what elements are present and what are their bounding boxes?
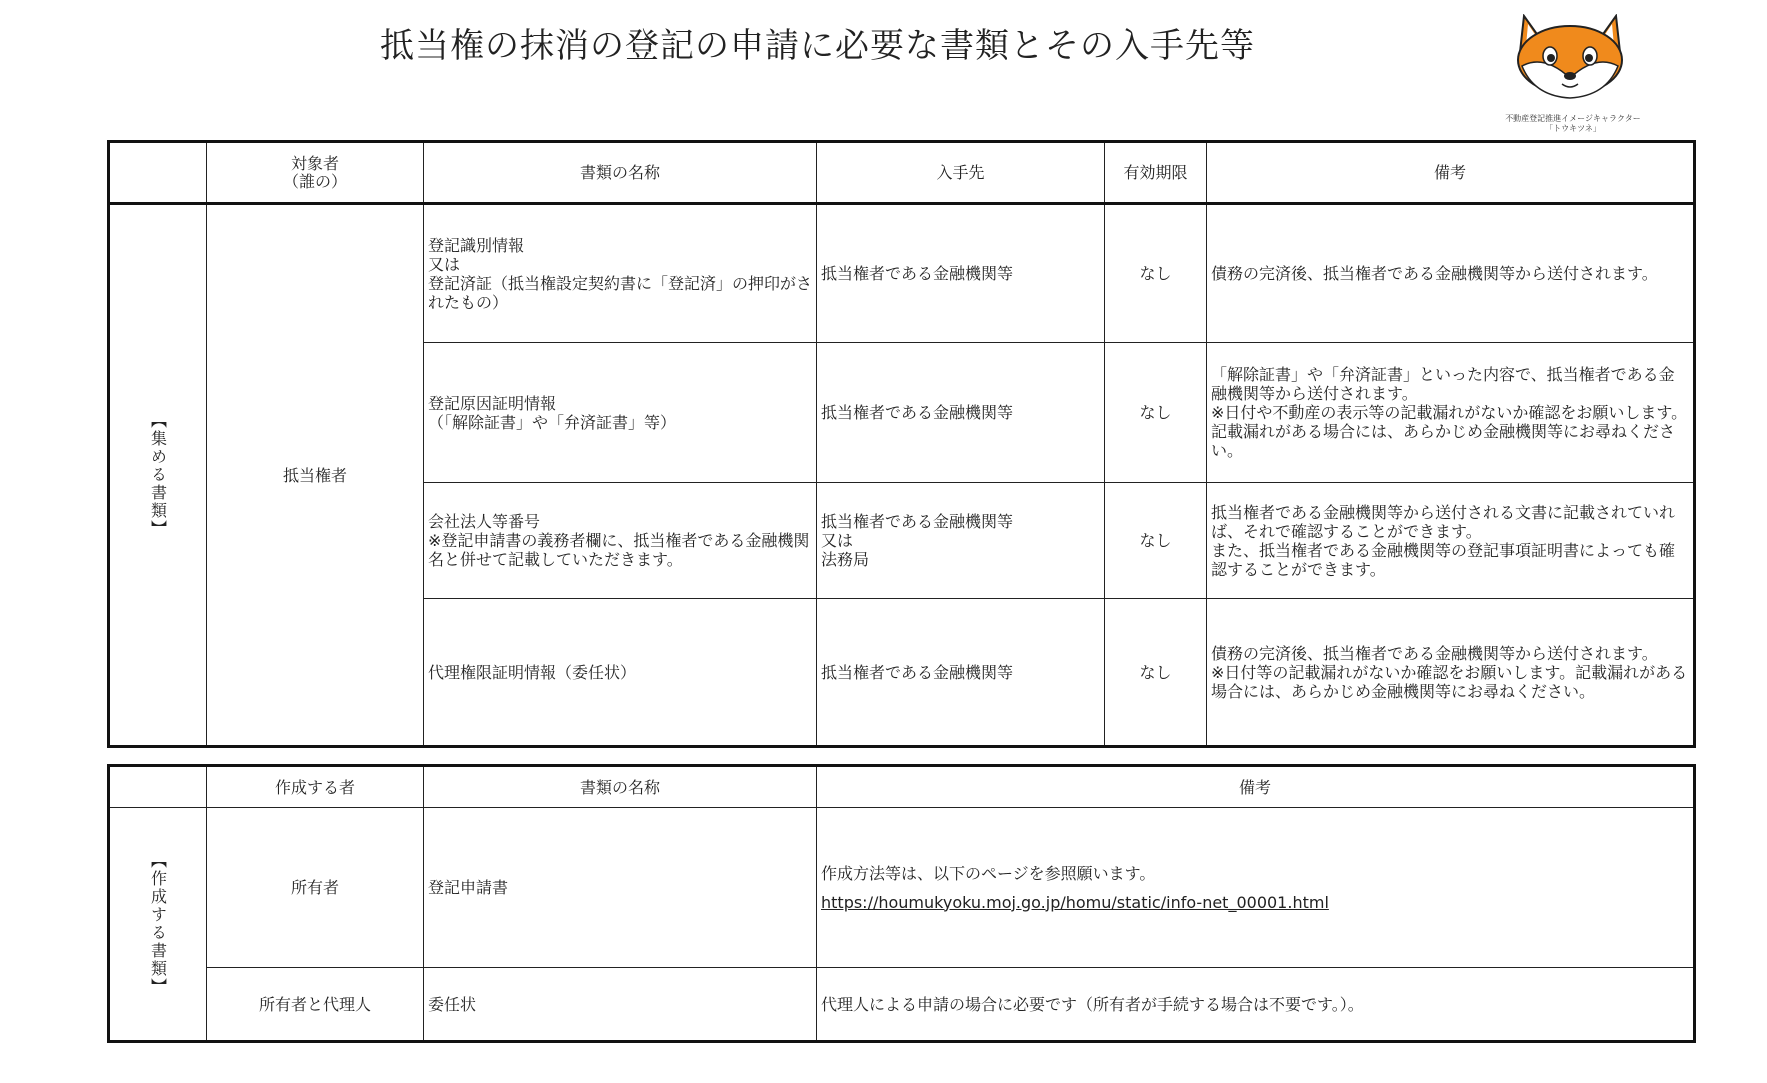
mascot-caption-line2: 「トウキツネ」 — [1545, 124, 1601, 133]
row2-1-notes-cell — [817, 808, 1695, 968]
section-label-create — [109, 808, 207, 1042]
header2-empty-cell — [109, 766, 207, 808]
header-target: 対象者 （誰の） — [207, 142, 424, 204]
header-notes: 備考 — [1207, 142, 1695, 204]
header2-doc-name: 書類の名称 — [424, 766, 817, 808]
row2-2-doc-name: 委任状 — [424, 968, 817, 1042]
row2-2-creator: 所有者と代理人 — [207, 968, 424, 1042]
row1-notes: 債務の完済後、抵当権者である金融機関等から送付されます。 — [1207, 204, 1695, 343]
row3-notes: 抵当権者である金融機関等から送付される文書に記載されていれば、それで確認することができます。 また、抵当権者である金融機関等の登記事項証明書によっても確認することができます。 — [1207, 483, 1695, 599]
page-title: 抵当権の抹消の登記の申請に必要な書類とその入手先等 — [380, 26, 1255, 66]
info-net-link[interactable]: https://houmukyoku.moj.go.jp/homu/static/info-net_00001.html — [821, 892, 1329, 912]
row3-source: 抵当権者である金融機関等 又は 法務局 — [817, 483, 1105, 599]
header2-creator: 作成する者 — [207, 766, 424, 808]
section-label-create-text: 【作成する書類】 — [148, 852, 168, 996]
row2-1-notes: 作成方法等は、以下のページを参照願います。 — [821, 863, 1156, 883]
mascot-caption — [1498, 114, 1648, 134]
row2-notes: 「解除証書」や「弁済証書」といった内容で、抵当権者である金融機関等から送付されます。 ※日付や不動産の表示等の記載漏れがないか確認をお願いします。記載漏れがある場合には、あらかじめ金融機関等にお尋ねください。 — [1207, 343, 1695, 483]
row4-notes: 債務の完済後、抵当権者である金融機関等から送付されます。 ※日付等の記載漏れがないか確認をお願いします。記載漏れがある場合には、あらかじめ金融機関等にお尋ねください。 — [1207, 599, 1695, 747]
row1-doc-name: 登記識別情報 又は 登記済証（抵当権設定契約書に「登記済」の押印がされたもの） — [424, 204, 817, 343]
header-source: 入手先 — [817, 142, 1105, 204]
row4-doc-name: 代理権限証明情報（委任状） — [424, 599, 817, 747]
header-empty-cell — [109, 142, 207, 204]
fox-mascot-icon — [1510, 14, 1630, 102]
row2-2-notes: 代理人による申請の場合に必要です（所有者が手続する場合は不要です。）。 — [817, 968, 1695, 1042]
header-validity: 有効期限 — [1105, 142, 1207, 204]
mascot-caption-line1: 不動産登記推進イメージキャラクター — [1505, 114, 1641, 123]
section-label-collect-text: 【集める書類】 — [148, 412, 168, 538]
row3-doc-name: 会社法人等番号 ※登記申請書の義務者欄に、抵当権者である金融機関名と併せて記載していただきます。 — [424, 483, 817, 599]
row2-1-creator: 所有者 — [207, 808, 424, 968]
row2-validity: なし — [1105, 343, 1207, 483]
row2-1-doc-name: 登記申請書 — [424, 808, 817, 968]
target-value: 抵当権者 — [207, 204, 424, 747]
row3-validity: なし — [1105, 483, 1207, 599]
section-label-collect — [109, 204, 207, 747]
header-doc-name: 書類の名称 — [424, 142, 817, 204]
row2-doc-name: 登記原因証明情報 （「解除証書」や「弁済証書」等） — [424, 343, 817, 483]
row1-source: 抵当権者である金融機関等 — [817, 204, 1105, 343]
row4-source: 抵当権者である金融機関等 — [817, 599, 1105, 747]
row1-validity: なし — [1105, 204, 1207, 343]
create-documents-table — [107, 764, 1696, 1043]
row4-validity: なし — [1105, 599, 1207, 747]
collect-documents-table — [107, 140, 1696, 748]
row2-source: 抵当権者である金融機関等 — [817, 343, 1105, 483]
header2-notes: 備考 — [817, 766, 1695, 808]
